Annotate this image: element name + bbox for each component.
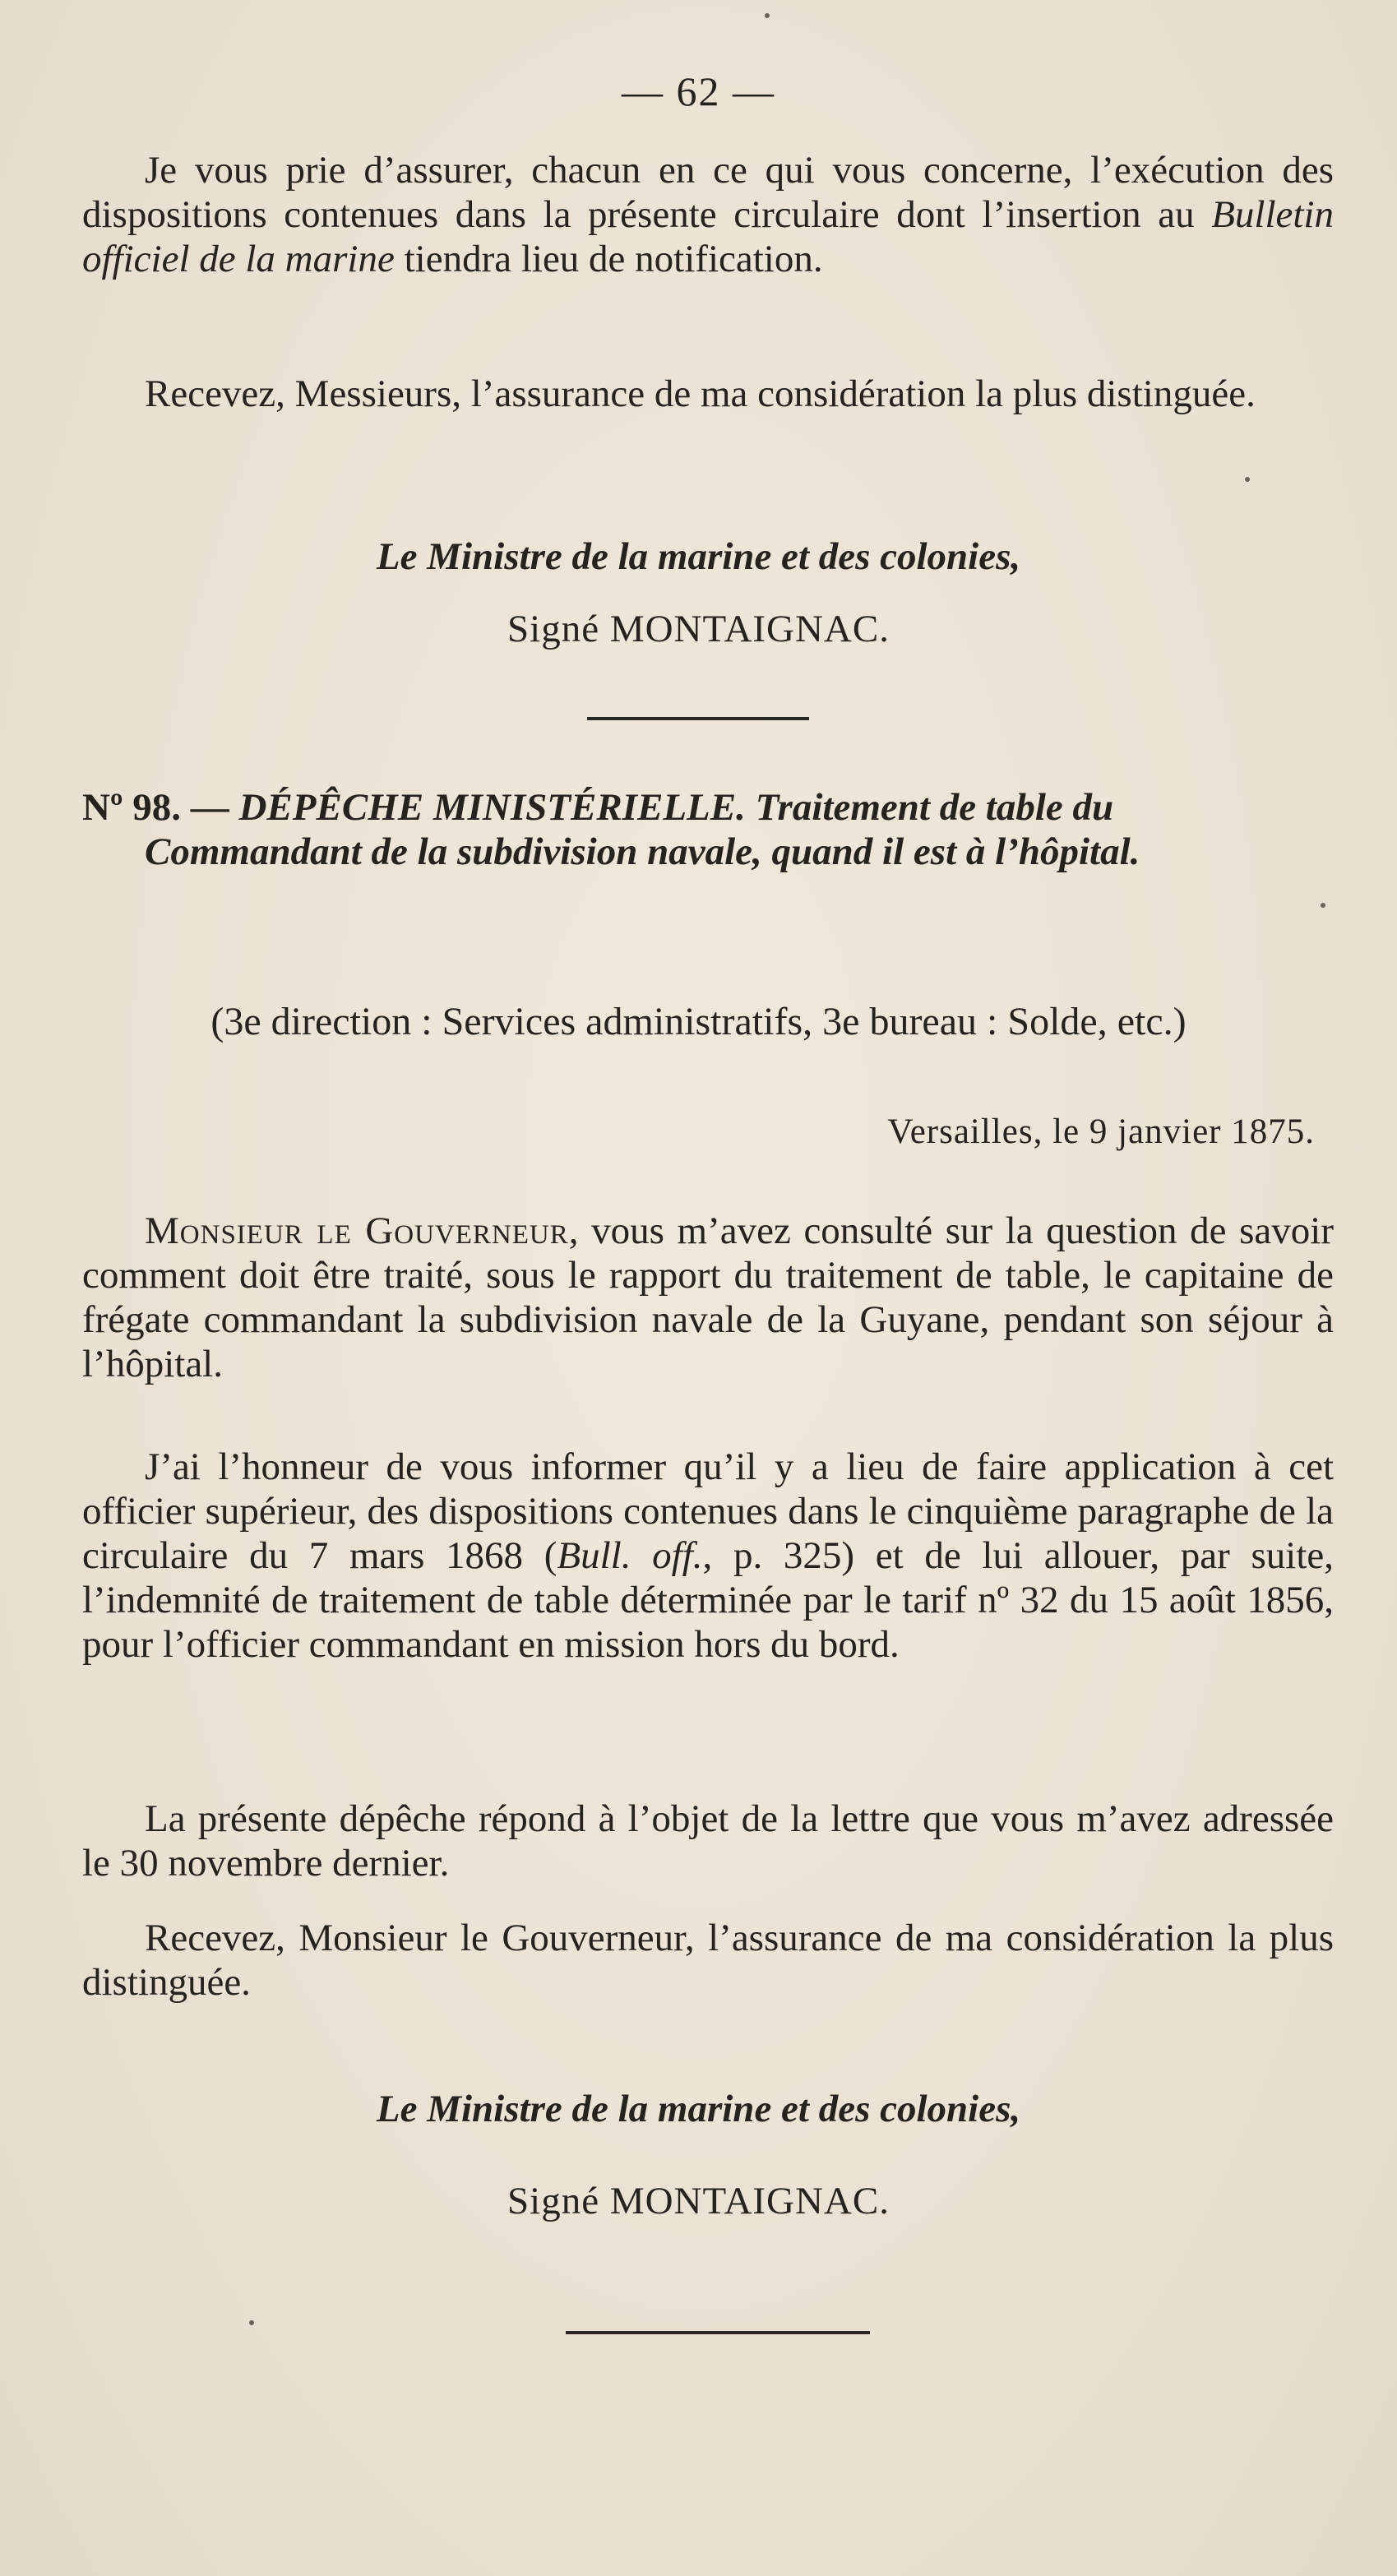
para4-prefix: J’ai l’honneur de vous informer qu’il y a lieu de faire application à cet officier supérieur, des dispositions contenues dans le cinquième paragraphe de la circulaire du 7 mars 1868 ( <box>82 1445 1334 1577</box>
closing-text-2: Recevez, Monsieur le Gouverneur, l’assurance de ma considération la plus distinguée. <box>82 1917 1334 2004</box>
closing-text-1: Recevez, Messieurs, l’assurance de ma considération la plus distinguée. <box>145 372 1256 415</box>
section-divider-1 <box>587 717 809 720</box>
paragraph-decision <box>82 1445 1334 1667</box>
dispatch-title: DÉPÊCHE MINISTÉRIELLE. Traitement de table du Commandant de la subdivision navale, quand il est à l’hôpital. <box>145 786 1140 873</box>
para4-suffix: , p. 325) et de lui allouer, par suite, l’indemnité de traitement de table déterminée par le tarif nº 32 du 15 août 1856, pour l’officier commandant en mission hors du bord. <box>82 1534 1334 1666</box>
para1-suffix: tiendra lieu de notification. <box>394 238 823 280</box>
paper-speck <box>765 13 770 18</box>
question-text: , vous m’avez consulté sur la question de savoir comment doit être traité, sous le rapport du traitement de table, le capitaine de frégate commandant la subdivision navale de la Guyane, pendant son séjour à l’hôpital. <box>82 1209 1334 1385</box>
paper-speck <box>249 2320 254 2325</box>
direction-line: (3e direction : Services administratifs, 3e bureau : Solde, etc.) <box>210 1000 1187 1043</box>
paragraph-closing-1 <box>82 372 1334 416</box>
bulletin-title: Bulletin officiel de la marine <box>82 193 1334 280</box>
paragraph-response <box>82 1797 1334 1885</box>
signature-1-name: Signé MONTAIGNAC. <box>507 608 890 650</box>
dateline: Versailles, le 9 janvier 1875. <box>887 1112 1315 1151</box>
signature-1-title: Le Ministre de la marine et des colonies, <box>376 535 1021 578</box>
signature-2-title: Le Ministre de la marine et des colonies, <box>376 2088 1021 2130</box>
paragraph-execution-instructions <box>82 148 1334 281</box>
paragraph-question <box>82 1209 1334 1386</box>
section-divider-2 <box>566 2331 870 2334</box>
dispatch-number: Nº 98. — <box>82 786 229 829</box>
signature-2-name: Signé MONTAIGNAC. <box>507 2180 890 2222</box>
paper-speck <box>1245 477 1250 482</box>
salutation: Monsieur le Gouverneur <box>145 1209 569 1252</box>
page-number: — 62 — <box>622 68 775 114</box>
para1-prefix: Je vous prie d’assurer, chacun en ce qui vous concerne, l’exécution des dispositions contenues dans la présente circulaire dont l’insertion au <box>82 149 1334 236</box>
bulletin-abbrev: Bull. off. <box>557 1534 703 1577</box>
paragraph-closing-2 <box>82 1916 1334 2005</box>
response-text: La présente dépêche répond à l’objet de la lettre que vous m’avez adressée le 30 novembre dernier. <box>82 1797 1334 1885</box>
paper-speck <box>1321 903 1325 908</box>
dispatch-heading <box>82 785 1334 874</box>
